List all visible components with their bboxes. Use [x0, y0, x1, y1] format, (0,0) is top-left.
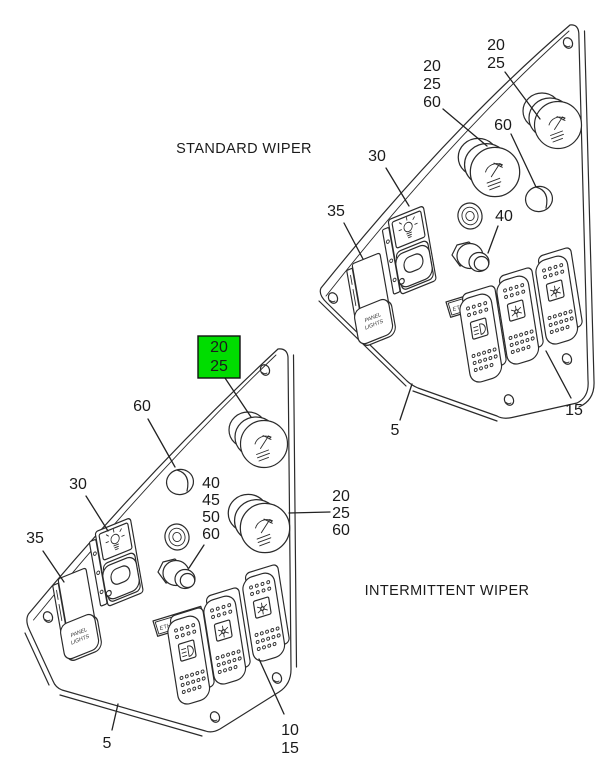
callout-intermittent-panel: 5: [102, 735, 112, 752]
callout-standard-knob-mid-2: 25: [423, 76, 441, 93]
callout-standard-plug: 60: [494, 117, 512, 134]
callout-standard-knob-top-2: 25: [487, 55, 505, 72]
panel-plate: [320, 25, 588, 418]
callout-standard-panel-lights: 35: [327, 203, 345, 220]
intermittent-title: INTERMITTENT WIPER: [364, 583, 530, 599]
callout-intermittent-ether-2: 45: [202, 492, 220, 509]
leader-intermittent-panel-lights: [43, 551, 64, 582]
standard-wiper-panel: [319, 25, 594, 421]
callout-intermittent-plug: 60: [133, 398, 151, 415]
leader-standard-panel: [400, 384, 412, 420]
callout-intermittent-ether-1: 40: [202, 475, 220, 492]
highlight-badge-line1: 20: [210, 339, 228, 356]
highlight-badge-line2: 25: [210, 358, 228, 375]
callout-standard-ether: 40: [495, 208, 513, 225]
callout-standard-knob-mid-1: 20: [423, 58, 441, 75]
callout-intermittent-ether-3: 50: [202, 509, 220, 526]
intermittent-wiper-panel: [25, 349, 297, 736]
leader-intermittent-panel: [112, 704, 118, 730]
callout-intermittent-knob-mid-2: 25: [332, 505, 350, 522]
callout-intermittent-ether-4: 60: [202, 526, 220, 543]
callout-standard-knob-mid-3: 60: [423, 94, 441, 111]
callout-standard-dimmer: 30: [368, 148, 386, 165]
callout-intermittent-dimmer: 30: [69, 476, 87, 493]
callout-intermittent-rocker-2: 15: [281, 740, 299, 757]
diagram-canvas: PANEL LIGHTS ETHER START STANDARD WIPER 20 25 20 25 60 60 30 35 40 5 15 INTERMITTENT WIPER 20 25 60 30 35 40 45 50 60 20 25 60 5 10 15: [0, 0, 610, 761]
callout-standard-knob-top-1: 20: [487, 37, 505, 54]
leader-intermittent-dimmer: [86, 496, 108, 531]
standard-title: STANDARD WIPER: [176, 141, 312, 157]
leader-intermittent-plug: [148, 419, 175, 467]
callout-standard-rocker: 15: [565, 402, 583, 419]
highlight-badge: [198, 336, 240, 378]
callout-intermittent-panel-lights: 35: [26, 530, 44, 547]
callout-intermittent-knob-mid-3: 60: [332, 522, 350, 539]
callout-intermittent-rocker-1: 10: [281, 722, 299, 739]
callout-standard-panel: 5: [390, 422, 400, 439]
callout-intermittent-knob-mid-1: 20: [332, 488, 350, 505]
